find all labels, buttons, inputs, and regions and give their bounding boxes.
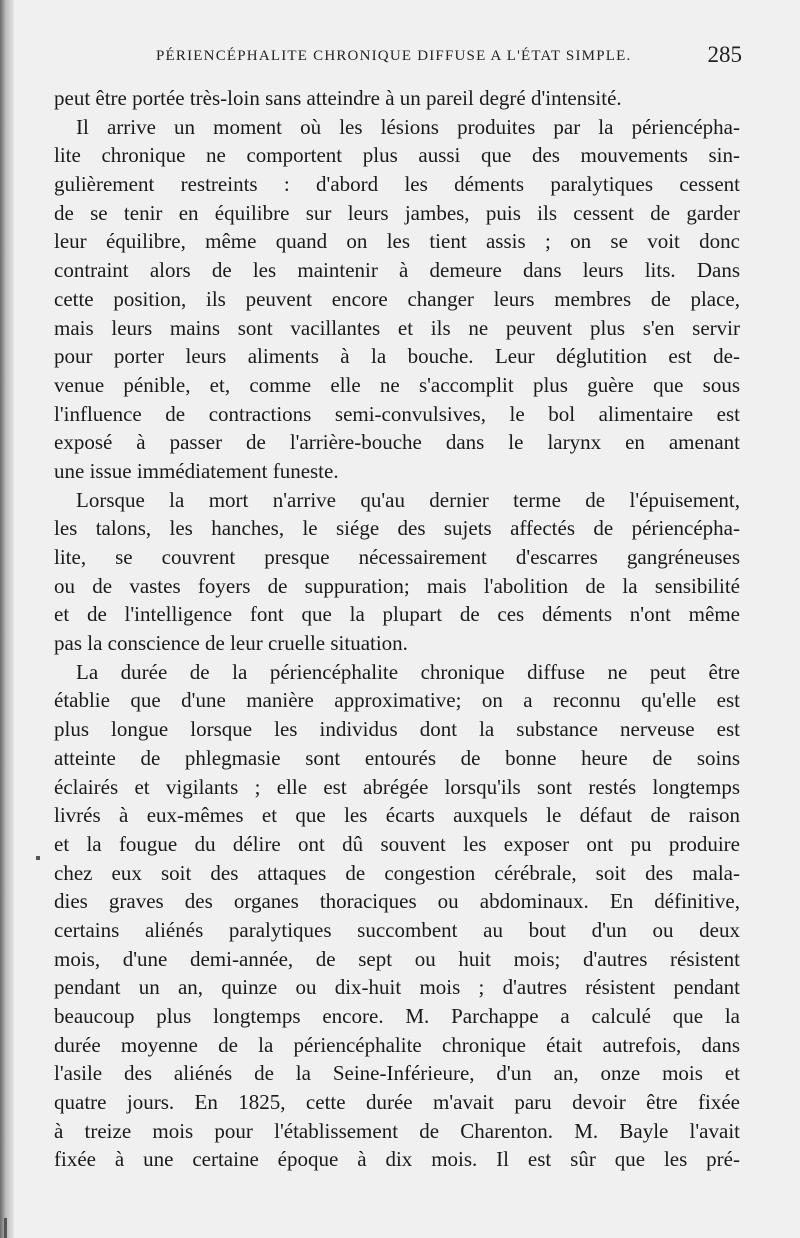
text-line: et de l'intelligence font que la plupart de ces déments n'ont même xyxy=(54,602,740,627)
text-line: une issue immédiatement funeste. xyxy=(54,458,339,483)
text-line: La durée de la périencéphalite chronique diffuse ne peut être xyxy=(76,659,740,684)
text-line: chez eux soit des attaques de congestion cérébrale, soit des mala- xyxy=(54,860,740,885)
text-line: dies graves des organes thoraciques ou abdominaux. En définitive, xyxy=(54,889,740,914)
text-line: durée moyenne de la périencéphalite chronique était autrefois, dans xyxy=(54,1032,740,1057)
text-line: lite chronique ne comportent plus aussi que des mouvements sin- xyxy=(54,143,740,168)
running-title: PÉRIENCÉPHALITE CHRONIQUE DIFFUSE A L'ÉTAT SIMPLE. xyxy=(156,48,632,64)
text-line: atteinte de phlegmasie sont entourés de bonne heure de soins xyxy=(54,745,740,770)
text-line: leur équilibre, même quand on les tient assis ; on se voit donc xyxy=(54,229,740,254)
book-page xyxy=(14,0,800,1238)
page-header xyxy=(52,42,742,76)
text-line: pour porter leurs aliments à la bouche. Leur déglutition est de- xyxy=(54,344,740,369)
text-line: ou de vastes foyers de suppuration; mais l'abolition de la sensibilité xyxy=(54,573,740,598)
text-line: de se tenir en équilibre sur leurs jambes, puis ils cessent de garder xyxy=(54,200,740,225)
text-line: mois, d'une demi-année, de sept ou huit mois; d'autres résistent xyxy=(54,946,740,971)
text-line: peut être portée très-loin sans atteindre à un pareil degré d'intensité. xyxy=(54,86,622,110)
text-line: gulièrement restreints : d'abord les déments paralytiques cessent xyxy=(54,172,740,197)
text-line: Il arrive un moment où les lésions produites par la périencépha- xyxy=(76,114,740,139)
page-number: 285 xyxy=(707,42,742,67)
page-binding-edge xyxy=(0,0,14,1238)
text-line: livrés à eux-mêmes et que les écarts auxquels le défaut de raison xyxy=(54,803,740,828)
text-line: pendant un an, quinze ou dix-huit mois ; d'autres résistent pendant xyxy=(54,975,740,1000)
text-line: plus longue lorsque les individus dont la substance nerveuse est xyxy=(54,717,740,742)
text-line: exposé à passer de l'arrière-bouche dans le larynx en amenant xyxy=(54,430,740,455)
text-line: quatre jours. En 1825, cette durée m'avait paru devoir être fixée xyxy=(54,1090,740,1115)
text-line: les talons, les hanches, le siége des sujets affectés de périencépha- xyxy=(54,516,740,541)
text-line: et la fougue du délire ont dû souvent les exposer ont pu produire xyxy=(54,831,740,856)
text-line: éclairés et vigilants ; elle est abrégée lorsqu'ils sont restés longtemps xyxy=(54,774,740,799)
print-speck xyxy=(36,856,40,860)
text-line: établie que d'une manière approximative; on a reconnu qu'elle est xyxy=(54,688,740,713)
text-line: l'asile des aliénés de la Seine-Inférieure, d'un an, onze mois et xyxy=(54,1061,740,1086)
text-line: certains aliénés paralytiques succombent au bout d'un ou deux xyxy=(54,917,740,942)
text-line: lite, se couvrent presque nécessairement d'escarres gangréneuses xyxy=(54,545,740,569)
body-text xyxy=(54,84,740,1174)
print-speck xyxy=(4,1218,7,1238)
text-line: mais leurs mains sont vacillantes et ils ne peuvent plus s'en servir xyxy=(54,315,740,340)
text-line: contraint alors de les maintenir à demeure dans leurs lits. Dans xyxy=(54,258,740,283)
text-line: venue pénible, et, comme elle ne s'accomplit plus guère que sous xyxy=(54,372,740,397)
text-line: pas la conscience de leur cruelle situation. xyxy=(54,631,408,656)
text-line: beaucoup plus longtemps encore. M. Parchappe a calculé que la xyxy=(54,1004,740,1028)
text-line: fixée à une certaine époque à dix mois. Il est sûr que les pré- xyxy=(54,1147,740,1172)
text-line: l'influence de contractions semi-convulsives, le bol alimentaire est xyxy=(54,401,740,426)
text-line: Lorsque la mort n'arrive qu'au dernier terme de l'épuisement, xyxy=(76,487,740,512)
text-line: cette position, ils peuvent encore changer leurs membres de place, xyxy=(54,286,740,311)
text-line: à treize mois pour l'établissement de Charenton. M. Bayle l'avait xyxy=(54,1118,740,1143)
